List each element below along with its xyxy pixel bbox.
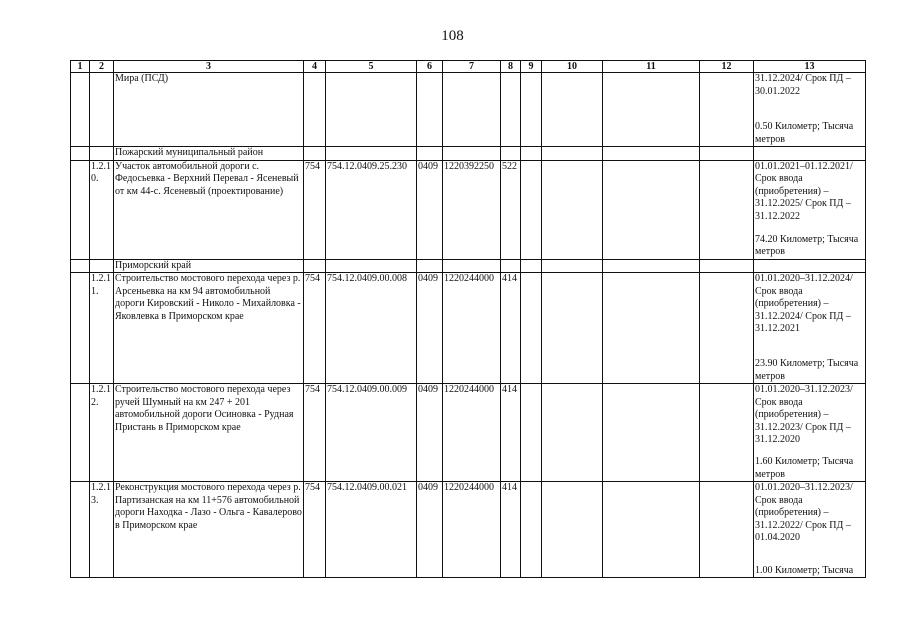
cell-period-and-capacity: [754, 273, 866, 384]
section-empty-cell: [754, 259, 866, 273]
section-empty-cell: [417, 147, 443, 161]
cell-col9: [521, 482, 542, 578]
table-row: [71, 482, 866, 578]
section-row: [71, 259, 866, 273]
cell-capacity: 1.60 Километр; Тысяча метров: [755, 456, 854, 480]
cell-capacity: 1.00 Километр; Тысяча: [755, 564, 854, 576]
cell-period: 01.01.2020–31.12.2024/ Срок ввода (приобретения) – 31.12.2024/ Срок ПД – 31.12.2021: [755, 273, 853, 334]
cell-col4: 754: [304, 482, 326, 578]
section-empty-cell: [603, 259, 700, 273]
table-header-row: [71, 61, 866, 73]
section-empty-cell: [304, 147, 326, 161]
cell-number: [71, 273, 90, 384]
section-empty-cell: [417, 259, 443, 273]
section-empty-cell: [700, 147, 754, 161]
cell-col6: 0409: [417, 482, 443, 578]
section-empty-cell: [542, 147, 603, 161]
cell-col8: 414: [501, 482, 521, 578]
cell-code: 1.2.1 2.: [90, 384, 114, 482]
section-empty-cell: [521, 259, 542, 273]
cell-capacity: 23.90 Километр; Тысяча метров: [755, 358, 859, 382]
cell-col12: [700, 73, 754, 147]
cell-col10: [542, 273, 603, 384]
cell-col10: [542, 73, 603, 147]
cell-col9: [521, 73, 542, 147]
cell-period-and-capacity: [754, 384, 866, 482]
table-row: [71, 73, 866, 147]
cell-col4: 754: [304, 384, 326, 482]
cell-col11: [603, 384, 700, 482]
column-header: 9: [521, 61, 542, 73]
cell-object-name: Реконструкция мостового перехода через р. Партизанская на км 11+576 автомобильной дороги Находка - Лазо - Ольга - Кавалерово в Приморском крае: [114, 482, 304, 578]
cell-period-and-capacity: [754, 73, 866, 147]
cell-col12: [700, 273, 754, 384]
section-empty-cell: [90, 259, 114, 273]
column-header: 12: [700, 61, 754, 73]
column-header: 5: [326, 61, 417, 73]
cell-col5: 754.12.0409.25.230: [326, 160, 417, 259]
cell-col5: 754.12.0409.00.009: [326, 384, 417, 482]
cell-object-name: Строительство мостового перехода через ручей Шумный на км 247 + 201 автомобильной дороги Осиновка - Рудная Пристань в Приморском крае: [114, 384, 304, 482]
cell-col4: 754: [304, 160, 326, 259]
page-number: 108: [441, 28, 464, 44]
cell-col5: 754.12.0409.00.021: [326, 482, 417, 578]
cell-col11: [603, 73, 700, 147]
column-header: 8: [501, 61, 521, 73]
cell-col10: [542, 160, 603, 259]
cell-col9: [521, 384, 542, 482]
table-row: [71, 384, 866, 482]
cell-object-name: Строительство мостового перехода через р. Арсеньевка на км 94 автомобильной дороги Кировский - Николо - Михайловка - Яковлевка в Приморском крае: [114, 273, 304, 384]
investment-table: [70, 60, 866, 578]
section-empty-cell: [90, 147, 114, 161]
cell-col4: [304, 73, 326, 147]
cell-period-and-capacity: [754, 160, 866, 259]
cell-col7: [443, 73, 501, 147]
cell-col8: 414: [501, 273, 521, 384]
cell-code: 1.2.1 3.: [90, 482, 114, 578]
section-empty-cell: [501, 259, 521, 273]
section-empty-cell: [754, 147, 866, 161]
cell-col5: 754.12.0409.00.008: [326, 273, 417, 384]
cell-col9: [521, 160, 542, 259]
cell-period: 01.01.2020–31.12.2023/ Срок ввода (приобретения) – 31.12.2023/ Срок ПД – 31.12.2020: [755, 384, 853, 445]
section-empty-cell: [700, 259, 754, 273]
section-empty-cell: [71, 147, 90, 161]
cell-col8: [501, 73, 521, 147]
cell-col11: [603, 273, 700, 384]
cell-col7: 1220244000: [443, 384, 501, 482]
cell-col4: 754: [304, 273, 326, 384]
cell-number: [71, 73, 90, 147]
section-empty-cell: [603, 147, 700, 161]
section-empty-cell: [304, 259, 326, 273]
section-label: Приморский край: [114, 259, 304, 273]
cell-col10: [542, 384, 603, 482]
cell-col12: [700, 482, 754, 578]
section-empty-cell: [501, 147, 521, 161]
cell-code: 1.2.1 1.: [90, 273, 114, 384]
cell-col5: [326, 73, 417, 147]
column-header: 3: [114, 61, 304, 73]
section-empty-cell: [521, 147, 542, 161]
column-header: 11: [603, 61, 700, 73]
cell-col8: 522: [501, 160, 521, 259]
cell-col12: [700, 384, 754, 482]
cell-code: 1.2.1 0.: [90, 160, 114, 259]
cell-period: 01.01.2020–31.12.2023/ Срок ввода (приобретения) – 31.12.2022/ Срок ПД – 01.04.2020: [755, 482, 853, 543]
cell-object-name: Участок автомобильной дороги с. Федосьевка - Верхний Перевал - Ясеневый от км 44-с. Ясеневый (проектирование): [114, 160, 304, 259]
section-empty-cell: [443, 259, 501, 273]
cell-col6: 0409: [417, 384, 443, 482]
cell-number: [71, 160, 90, 259]
cell-code: [90, 73, 114, 147]
cell-col11: [603, 482, 700, 578]
section-empty-cell: [542, 259, 603, 273]
section-empty-cell: [326, 147, 417, 161]
cell-period-and-capacity: [754, 482, 866, 578]
cell-capacity: 74.20 Километр; Тысяча метров: [755, 233, 859, 257]
section-empty-cell: [443, 147, 501, 161]
section-empty-cell: [326, 259, 417, 273]
cell-capacity: 0.50 Километр; Тысяча метров: [755, 121, 854, 145]
column-header: 4: [304, 61, 326, 73]
section-label: Пожарский муниципальный район: [114, 147, 304, 161]
section-empty-cell: [71, 259, 90, 273]
table-row: [71, 273, 866, 384]
cell-col7: 1220392250: [443, 160, 501, 259]
cell-col6: 0409: [417, 160, 443, 259]
cell-object-name: Мира (ПСД): [114, 73, 304, 147]
section-row: [71, 147, 866, 161]
cell-col12: [700, 160, 754, 259]
cell-col6: 0409: [417, 273, 443, 384]
cell-col11: [603, 160, 700, 259]
table-row: [71, 160, 866, 259]
cell-col7: 1220244000: [443, 273, 501, 384]
cell-col9: [521, 273, 542, 384]
cell-period: 01.01.2021–01.12.2021/ Срок ввода (приобретения) – 31.12.2025/ Срок ПД – 31.12.2022: [755, 160, 853, 222]
cell-period: 31.12.2024/ Срок ПД – 30.01.2022: [755, 73, 851, 97]
column-header: 7: [443, 61, 501, 73]
cell-number: [71, 482, 90, 578]
cell-number: [71, 384, 90, 482]
column-header: 10: [542, 61, 603, 73]
cell-col7: 1220244000: [443, 482, 501, 578]
column-header: 2: [90, 61, 114, 73]
cell-col6: [417, 73, 443, 147]
column-header: 13: [754, 61, 866, 73]
cell-col10: [542, 482, 603, 578]
column-header: 6: [417, 61, 443, 73]
cell-col8: 414: [501, 384, 521, 482]
column-header: 1: [71, 61, 90, 73]
